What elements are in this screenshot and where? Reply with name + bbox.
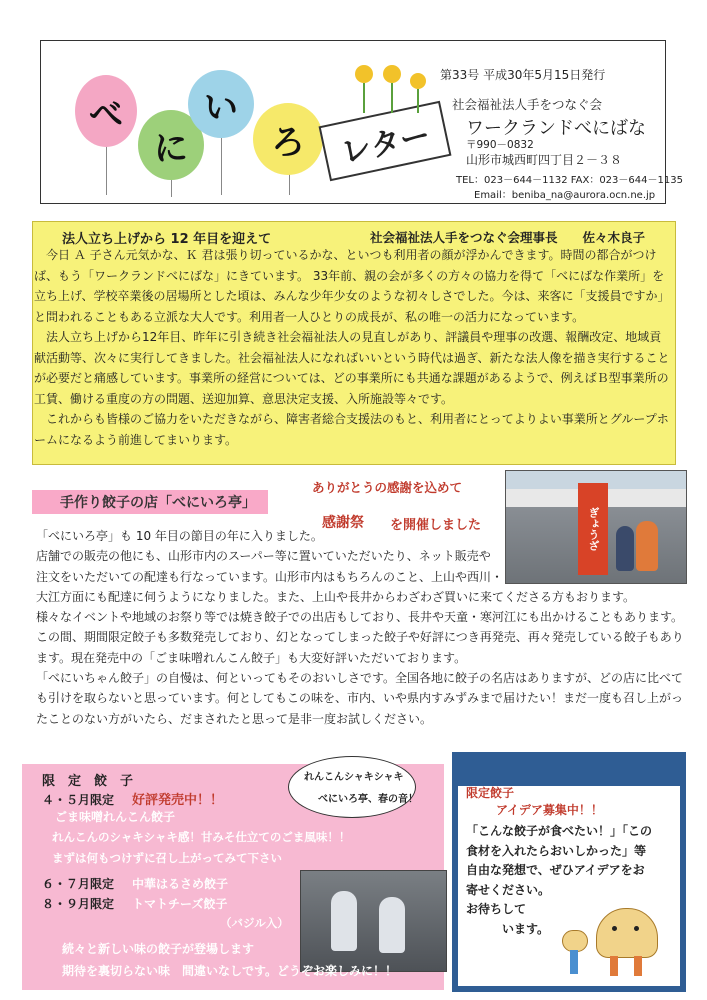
may-desc-1: れんこんのシャキシャキ感！甘みそ仕立てのごま風味！！ xyxy=(52,830,351,844)
logo-char: べ xyxy=(89,94,123,135)
festival-caption: を開催しました xyxy=(390,518,482,533)
greeting-author: 社会福祉法人手をつなぐ会理事長 佐々木良子 xyxy=(370,230,646,245)
shop-body xyxy=(36,526,692,729)
logo-char: ろ xyxy=(271,122,305,163)
email: Email：beniba_na@aurora.ocn.ne.jp xyxy=(474,190,656,201)
idea-line: 寄せください。 xyxy=(466,882,551,897)
idea-tag: 限定餃子 xyxy=(466,786,515,800)
may-item: ごま味噌れんこん餃子 xyxy=(55,810,176,824)
speech-bubble xyxy=(288,756,416,818)
issue-info: 第33号 平成30年5月15日発行 xyxy=(440,68,606,82)
flower-illustration xyxy=(355,65,435,115)
shop-paragraph: 「べにいちゃん餃子」の自慢は、何といってもそのおいしさです。全国各地に餃子の名店はありますが、どの店に比べても引けを取らないと思っています。何としてもこの味を、市内、いや県内すみずみまで届けたい！まだ一度も召し上がったことのない方がいたら、だまされたと思って是非一度お試しください。 xyxy=(36,671,684,726)
logo-balloons xyxy=(55,45,435,200)
greeting-paragraph: 今日 Ａ 子さん元気かな、Ｋ 君は張り切っているかな、といつも利用者の顔が浮かんできます。時間の都合がつけば、もう「ワークランドべにばな」にきています。 33年前、親の会が多くの方々の協力を得て「べにばな作業所」を立ち上げ、学校卒業後の居場所とした頃は、みんな少年少女のような初々しさでした。今は、来客に「支援員ですか」と問われることもある立派な大人です。利用者一人ひとりの成長が、私の唯一の活力になっています。 xyxy=(34,248,670,324)
logo-char: い xyxy=(204,87,238,128)
logo-char: に xyxy=(154,128,188,169)
greeting-body xyxy=(34,245,672,450)
shop-paragraph: 大江方面にも配達に伺うようになりました。また、上山や長井からわざわざ買いに来てくださる方もおります。 xyxy=(36,589,636,604)
jun-label: ６・７月限定 xyxy=(42,877,115,891)
closing-line-2: 期待を裏切らない味 間違いなしです。どうぞお楽しみに！！ xyxy=(62,964,398,978)
kitchen-photo xyxy=(300,870,447,972)
shop-paragraph: 様々なイベントや地域のお祭り等では焼き餃子での出店もしており、長井や天童・寒河江にも出かけることもあります。 xyxy=(36,610,684,625)
jun-item: 中華はるさめ餃子 xyxy=(132,877,229,891)
closing-line-1: 続々と新しい味の餃子が登場します xyxy=(62,942,255,956)
aug-item: トマトチーズ餃子 xyxy=(132,897,228,911)
festival-title: 感謝祭 xyxy=(322,515,364,531)
gyoza-banner: ぎょうざ xyxy=(578,483,608,575)
logo-balloon-i xyxy=(188,70,254,138)
aug-label: ８・９月限定 xyxy=(42,897,115,911)
shop-paragraph: この間、期間限定餃子も多数発売しており、幻となってしまった餃子や好評につき再発売、再々発売している餃子もあります。現在発売中の「ごま味噌れんこん餃子」も大変好評いただいております。 xyxy=(36,630,684,665)
logo-char: レ xyxy=(338,130,375,171)
thanks-subtitle: ありがとうの感謝を込めて xyxy=(312,480,463,495)
address: 山形市城西町四丁目２－３８ xyxy=(466,153,623,167)
tel-fax: TEL：023－644－1132 FAX：023－644－1135 xyxy=(456,175,683,186)
logo-char: タ xyxy=(367,124,405,165)
idea-line: います。 xyxy=(466,921,550,936)
logo-balloon-be xyxy=(75,75,137,147)
small-mascot-illustration xyxy=(560,930,590,980)
postal-code: 〒990－0832 xyxy=(466,139,534,151)
shop-title: 手作り餃子の店「べにいろ亭」 xyxy=(60,495,256,511)
greeting-title: 法人立ち上げから 12 年目を迎えて xyxy=(62,232,272,247)
shop-paragraph: 店舗での販売の他にも、山形市内のスーパー等に置いていただいたり、ネット販売や xyxy=(36,549,491,564)
org-name: ワークランドべにばな xyxy=(466,118,646,139)
idea-line: お待ちして xyxy=(466,902,527,916)
bubble-line-2: べにいろ亭、春の音！ xyxy=(318,794,418,805)
org-type: 社会福祉法人手をつなぐ会 xyxy=(452,97,603,112)
greeting-paragraph: これからも皆様のご協力をいただきながら、障害者総合支援法のもと、利用者にとってよりよい事業所とグループホームになるよう前進してまいります。 xyxy=(34,412,669,447)
bubble-line-1: れんこんシャキシャキ xyxy=(304,772,404,783)
logo-char: ー xyxy=(396,117,434,159)
greeting-paragraph: 法人立ち上げから12年目、昨年に引き続き社会福祉法人の見直しがあり、評議員や理事の改選、報酬改定、地域貢献活動等、次々に実行してきました。社会福祉法人になればいいという時代は過ぎ、新たな法人像を描き実行することが必要だと痛感しています。事業所の経営については、どの事業所にも共通な課題があるようで、例えばＢ型事業所の工賃、働ける重度の方の問題、送迎加算、意思決定支援、入所施設等々です。 xyxy=(34,330,670,406)
shop-paragraph: 注文をいただいての配達も行なっています。山形市内はもちろんのこと、上山や西川・ xyxy=(36,569,504,584)
idea-line: 自由な発想で、ぜひアイデアをお xyxy=(466,863,645,877)
may-status: 好評発売中！！ xyxy=(132,793,224,808)
idea-recruit: アイデア募集中！！ xyxy=(496,803,603,817)
may-desc-2: まずは何もつけずに召し上がってみて下さい xyxy=(52,851,282,865)
logo-balloon-ro xyxy=(253,103,323,175)
idea-line: 「こんな餃子が食べたい！」「この xyxy=(466,824,653,838)
gyoza-mascot-illustration xyxy=(586,900,666,980)
limited-heading: 限 定 餃 子 xyxy=(42,774,134,789)
may-label: ４・５月限定 xyxy=(42,793,115,807)
idea-line: 食材を入れたらおいしかった」等 xyxy=(466,843,647,858)
shop-paragraph: 「べにいろ亭」も 10 年目の節目の年に入りました。 xyxy=(36,529,323,543)
aug-note: （バジル入） xyxy=(220,916,289,930)
